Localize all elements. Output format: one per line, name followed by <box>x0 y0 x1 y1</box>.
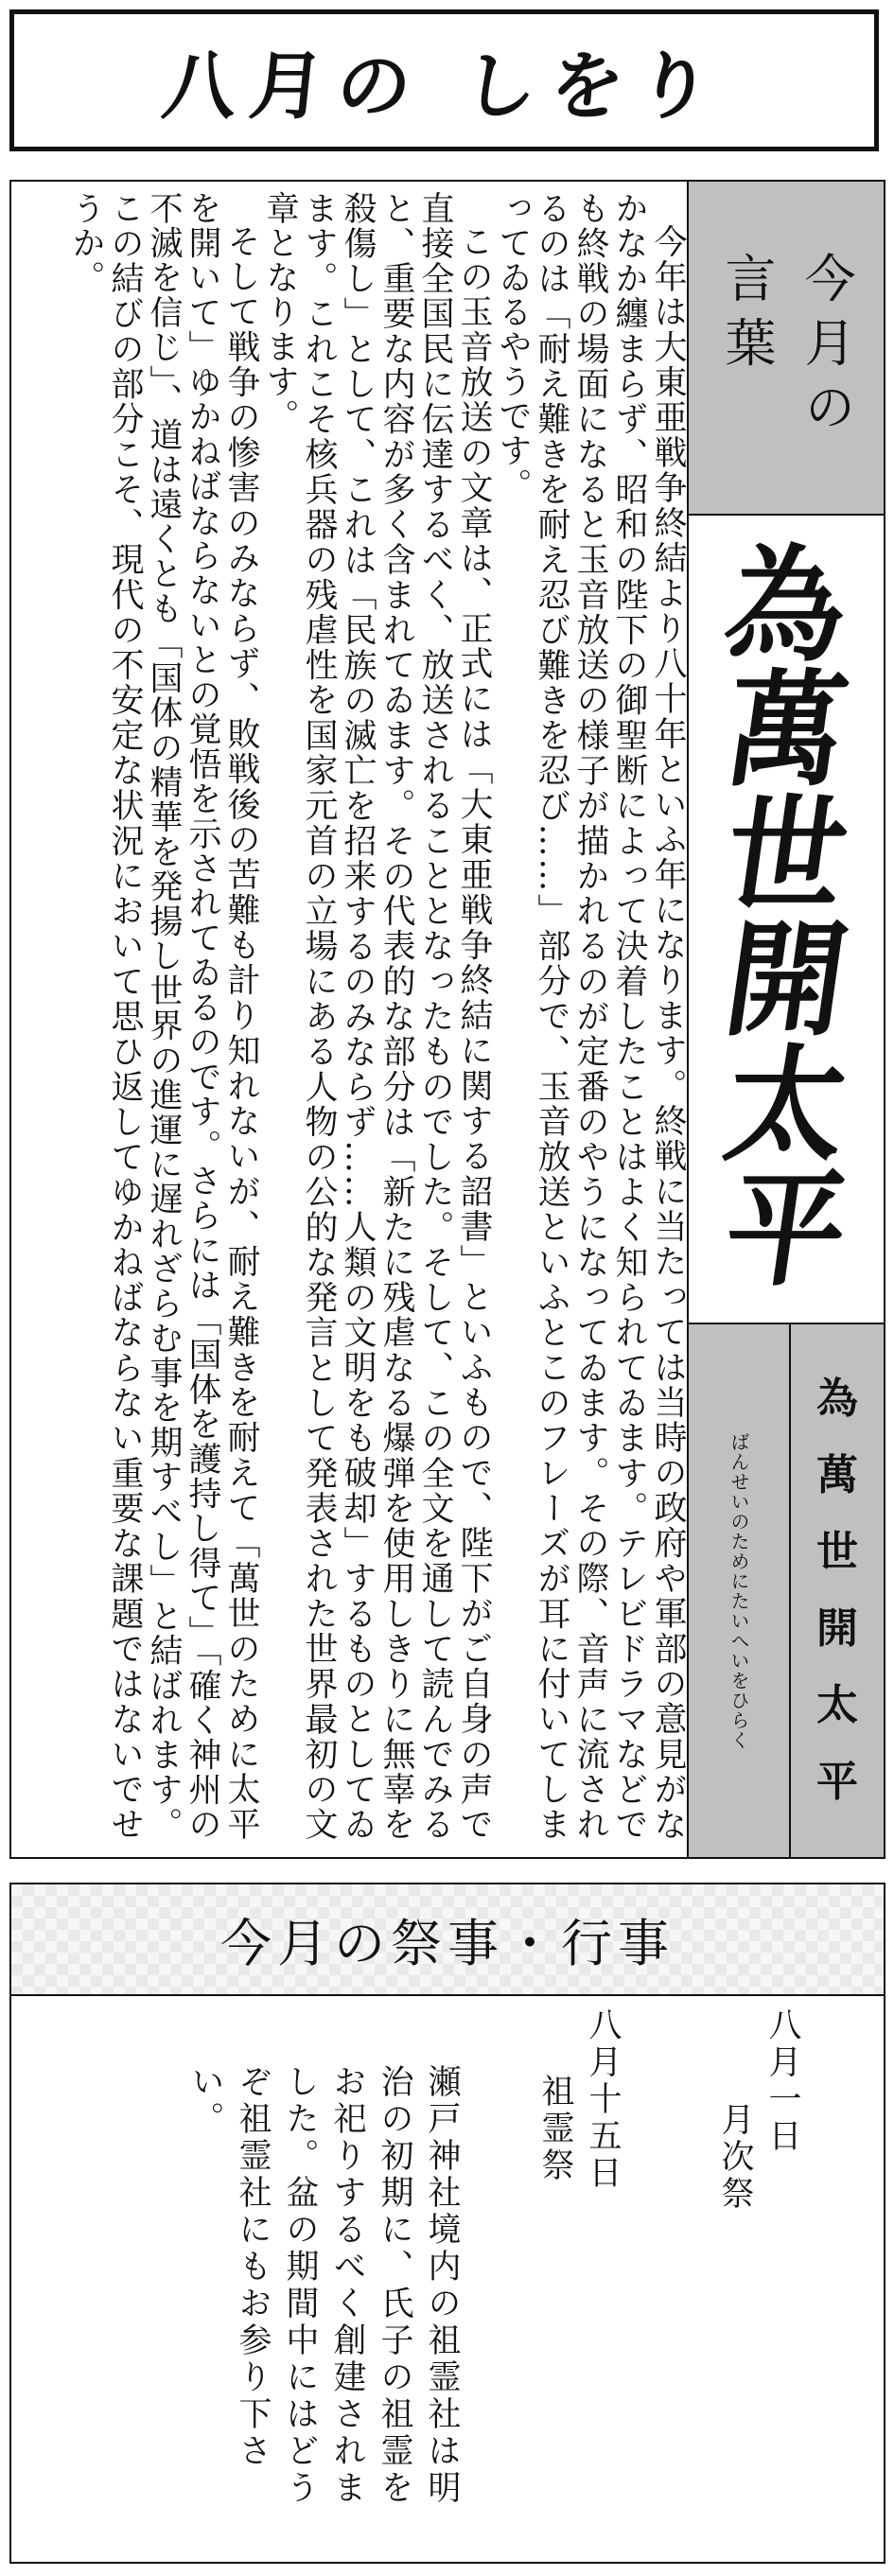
event-name: 月次祭 <box>716 2102 754 2213</box>
calligraphy-char: 萬 <box>716 657 856 804</box>
monthly-phrase-column <box>687 182 884 1857</box>
phrase-kanji-char: 萬 <box>816 1451 858 1499</box>
events-panel <box>9 1883 885 2564</box>
phrase-kanji-char: 開 <box>816 1604 858 1653</box>
event-date: 八月一日 <box>763 2007 801 2155</box>
calligraphy-char: 為 <box>716 533 856 679</box>
event-description: 瀬戸神社境内の祖霊社は明治の初期に、氏子の祖霊をお祀りするべく創建されました。盆の期間中にはどうぞ祖霊社にもお参り下さい。 <box>186 2064 461 2507</box>
calligraphy-char: 太 <box>716 1032 856 1179</box>
phrase-kanji <box>791 1324 884 1857</box>
calligraphy-phrase <box>689 516 884 1312</box>
calligraphy-char: 世 <box>716 782 856 929</box>
page-title: 八月の しをり <box>158 44 729 130</box>
page-header <box>9 9 879 151</box>
event-date: 八月十五日 <box>584 2007 622 2192</box>
events-title: 今月の祭事・行事 <box>220 1913 675 1973</box>
article-paragraph: 今年は大東亜戦争終結より八十年といふ年になります。終戦に当たっては当時の政府や軍部の意見がなかなか纏まらず、昭和の陛下の御聖断によって決着したことはよく知られてゐます。テレビドラマなどでも終戦の場面になると玉音放送の様子が描かれるのが定番のやうになってゐます。その際、音声に流されるのは「耐え難きを耐え忍び難きを忍び……」部分で、玉音放送といふとこのフレーズが耳に付いてしまってゐるやうです。 <box>494 191 687 1842</box>
article-body <box>25 191 687 1842</box>
phrase-kanji-char: 為 <box>816 1375 858 1423</box>
events-header <box>11 1884 884 1996</box>
phrase-kanji-char: 太 <box>816 1681 858 1729</box>
phrase-kanji-char: 世 <box>816 1528 858 1576</box>
kotoba-label: 今月の 言葉 <box>689 182 884 516</box>
calligraphy-char: 開 <box>716 907 856 1054</box>
article-panel <box>9 180 885 1859</box>
calligraphy-char: 平 <box>716 1157 856 1304</box>
phrase-reading-strip <box>689 1323 884 1857</box>
phrase-reading-line: ばんせいのために <box>727 1431 750 1591</box>
article-paragraph: そして戦争の惨害のみならず、敗戦後の苦難も計り知れないが、耐え難きを耐えて「萬世のために太平を開いて」ゆかねばならないとの覚悟を示されてゐるのです。さらには「国体を護持し得て」「確く神州の不滅を信じ」、道は遠くとも「国体の精華を発揚し世界の進運に遅れざらむ事を期すべし」と結ばれます。この結びの部分こそ、現代の不安定な状況において思ひ返してゆかねばならない重要な課題ではないでせうか。 <box>67 191 260 1842</box>
article-paragraph: この玉音放送の文章は、正式には「大東亜戦争終結に関する詔書」といふもので、陛下がご自身の声で直接全国民に伝達するべく、放送されることとなったものでした。そして、この全文を通して読んでみると、重要な内容が多く含まれてゐます。その代表的な部分は「新たに残虐なる爆弾を使用しきりに無辜を殺傷し」として、これは「民族の滅亡を招来するのみならず……人類の文明をも破却」するものとしてゐます。これこそ核兵器の残虐性を国家元首の立場にある人物の公的な発言として発表された世界最初の文章となります。 <box>261 191 493 1842</box>
phrase-reading-line: たいへいをひらく <box>727 1590 750 1750</box>
phrase-reading <box>689 1324 791 1857</box>
phrase-kanji-char: 平 <box>816 1758 858 1806</box>
events-list <box>49 2007 844 2547</box>
event-name: 祖霊祭 <box>536 2074 574 2184</box>
